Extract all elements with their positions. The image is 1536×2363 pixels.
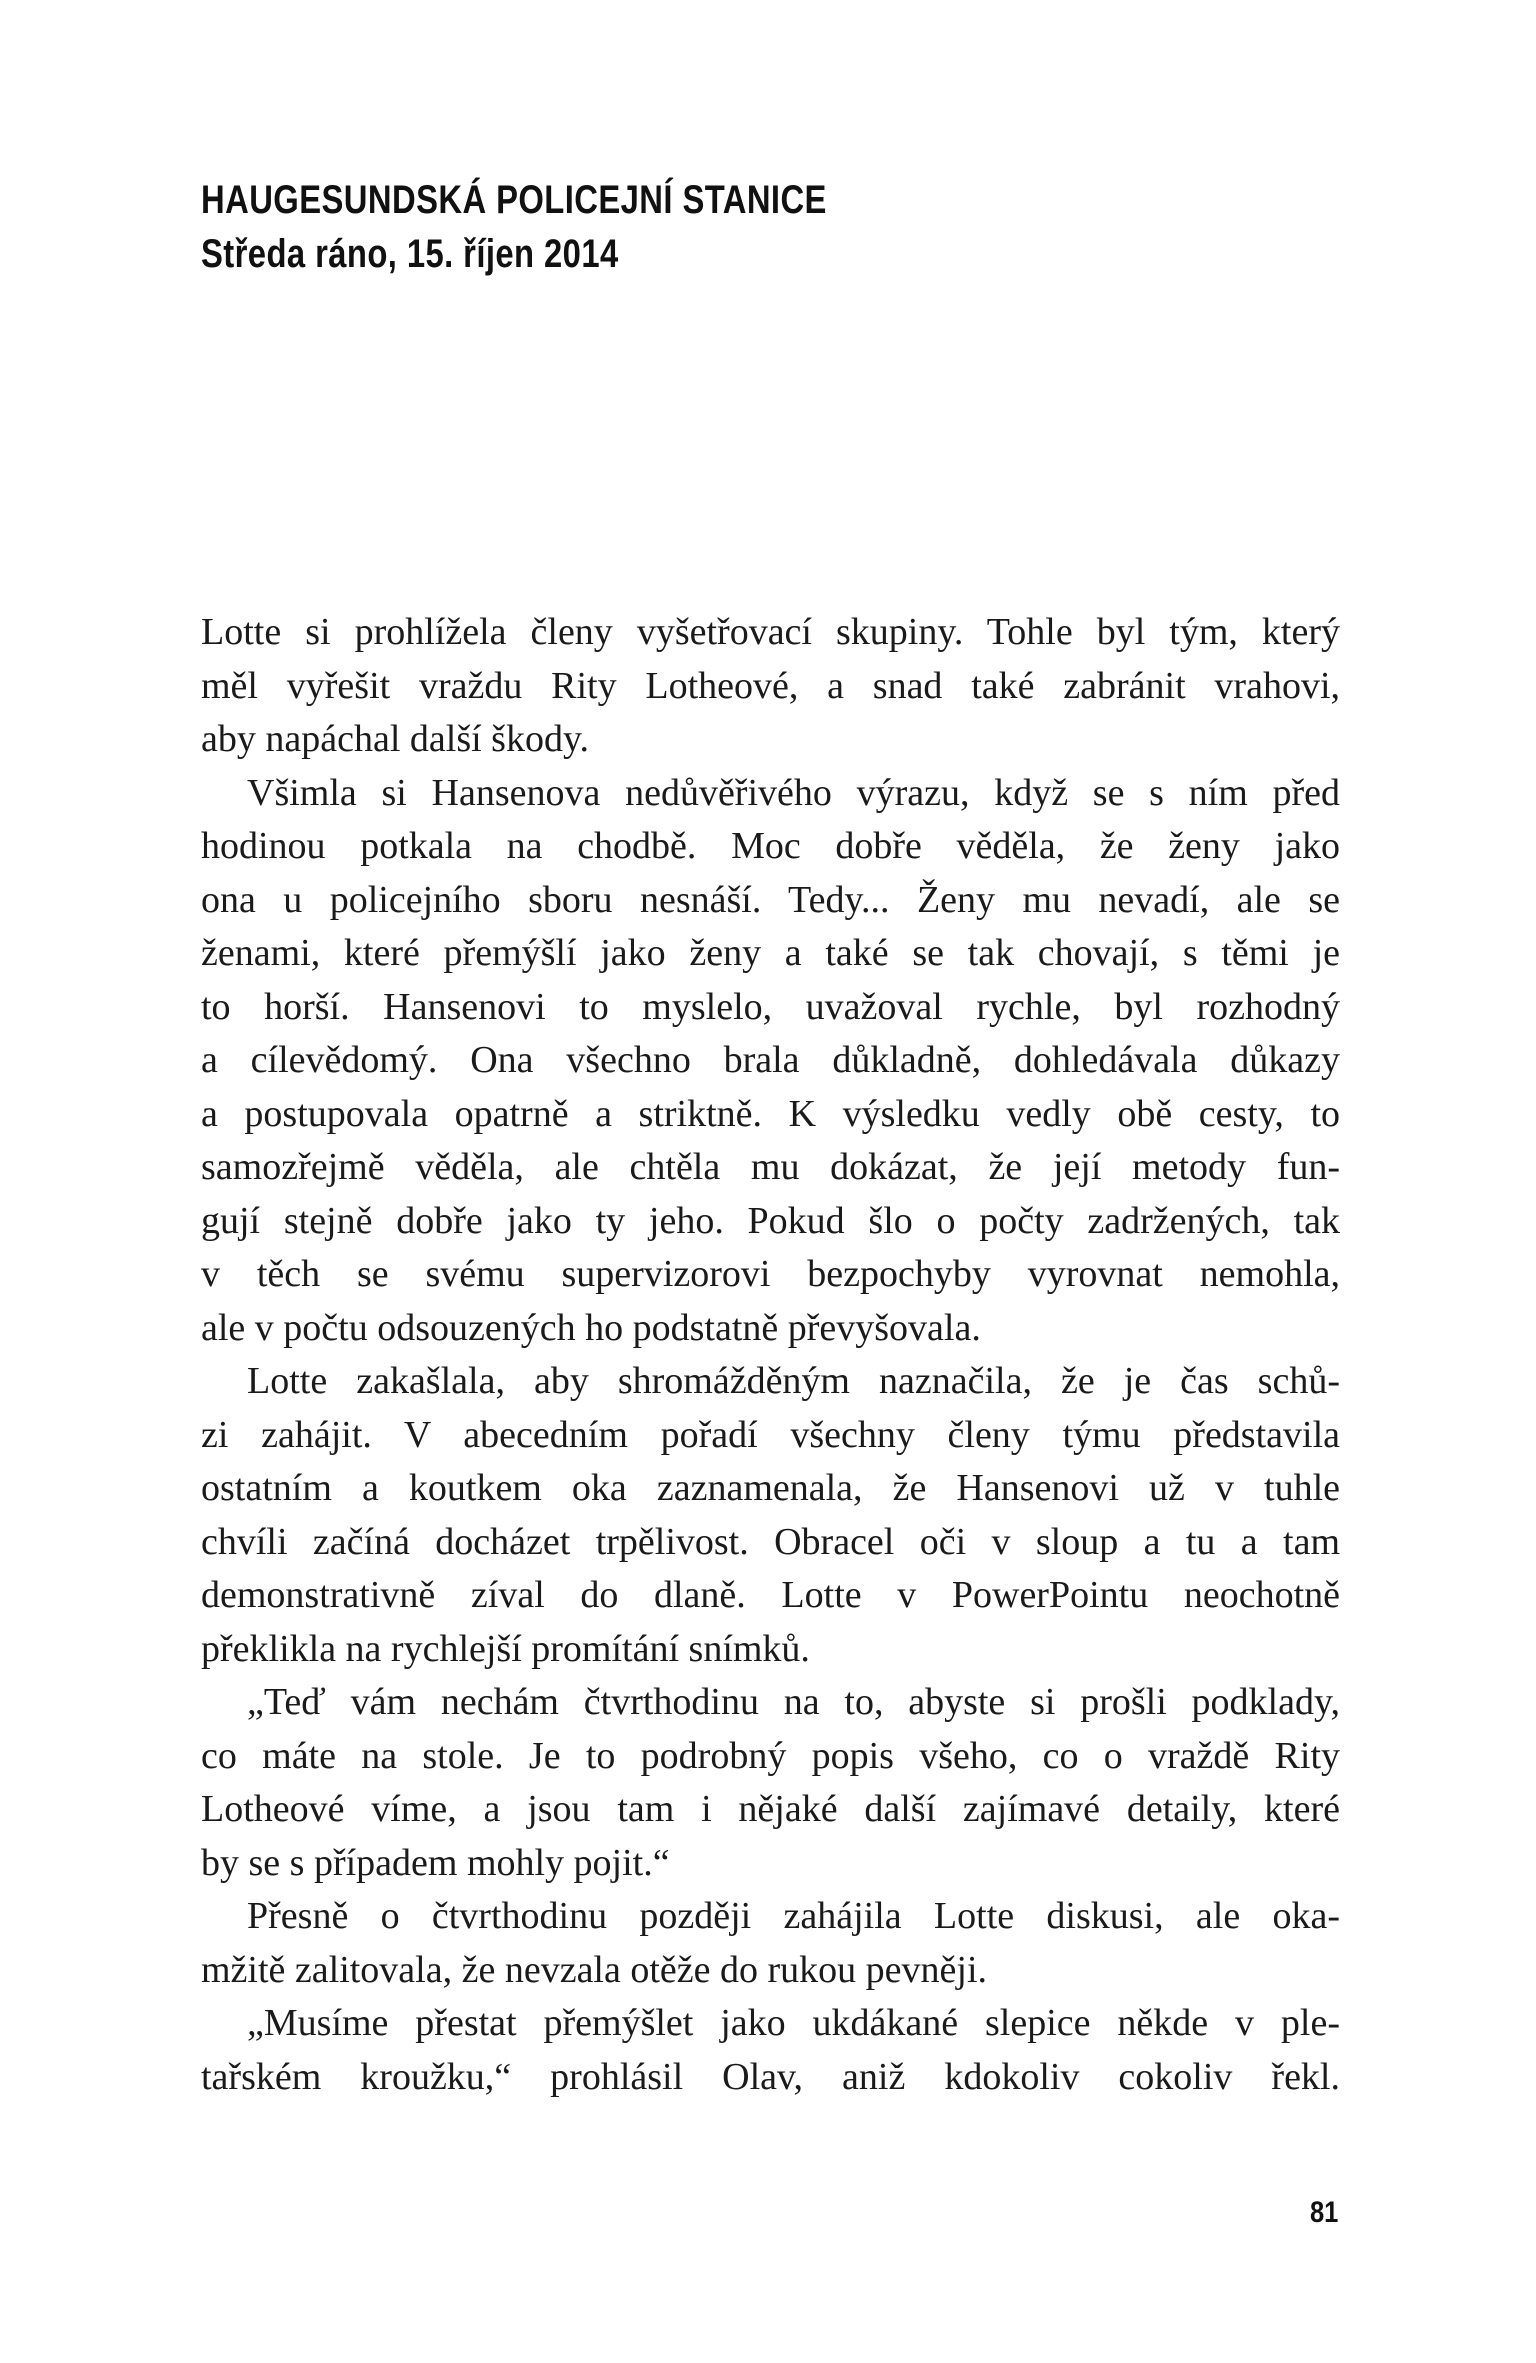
text-line: „Teď vám nechám čtvrthodinu na to, abyste si prošli podklady, bbox=[247, 1681, 1340, 1723]
page-number: 81 bbox=[1310, 2196, 1339, 2229]
text-line: aby napáchal další škody. bbox=[201, 718, 589, 760]
text-line: ostatním a koutkem oka zaznamenala, že Hansenovi už v tuhle bbox=[201, 1467, 1340, 1509]
text-line: to horší. Hansenovi to myslelo, uvažoval rychle, byl rozhodný bbox=[201, 985, 1340, 1028]
paragraph bbox=[201, 767, 1340, 1356]
text-line: Přesně o čtvrthodinu později zahájila Lotte diskusi, ale oka- bbox=[247, 1895, 1340, 1937]
text-line: tařském kroužku,“ prohlásil Olav, aniž kdokoliv cokoliv řekl. bbox=[201, 2055, 1340, 2098]
text-line: Lotte si prohlížela členy vyšetřovací skupiny. Tohle byl tým, který bbox=[201, 611, 1340, 653]
text-line: zi zahájit. V abecedním pořadí všechny členy týmu představila bbox=[201, 1413, 1340, 1456]
paragraph bbox=[201, 1676, 1340, 1890]
body-text bbox=[201, 606, 1340, 2104]
paragraph bbox=[201, 606, 1340, 767]
text-line: v těch se svému supervizorovi bezpochyby vyrovnat nemohla, bbox=[201, 1253, 1340, 1295]
text-line: a cílevědomý. Ona všechno brala důkladně, dohledávala důkazy bbox=[201, 1039, 1340, 1081]
text-line: Lotte zakašlala, aby shromážděným naznačila, že je čas schů- bbox=[247, 1360, 1340, 1402]
text-line: ženami, které přemýšlí jako ženy a také se tak chovají, s těmi je bbox=[201, 932, 1340, 974]
text-line: demonstrativně zíval do dlaně. Lotte v PowerPointu neochotně bbox=[201, 1574, 1340, 1616]
paragraph bbox=[201, 1355, 1340, 1676]
text-line: by se s případem mohly pojit.“ bbox=[201, 1841, 670, 1884]
text-line: samozřejmě věděla, ale chtěla mu dokázat, že její metody fun- bbox=[201, 1146, 1340, 1188]
text-line: „Musíme přestat přemýšlet jako ukdákané slepice někde v ple- bbox=[247, 2002, 1340, 2044]
text-line: Všimla si Hansenova nedůvěřivého výrazu, když se s ním před bbox=[247, 771, 1340, 814]
text-line: měl vyřešit vraždu Rity Lotheové, a snad také zabránit vrahovi, bbox=[201, 664, 1340, 707]
paragraph bbox=[201, 1997, 1340, 2104]
text-line: hodinou potkala na chodbě. Moc dobře věděla, že ženy jako bbox=[201, 825, 1340, 867]
text-line: ona u policejního sboru nesnáší. Tedy... Ženy mu nevadí, ale se bbox=[201, 878, 1340, 921]
paragraph bbox=[201, 1890, 1340, 1997]
text-line: mžitě zalitovala, že nevzala otěže do rukou pevněji. bbox=[201, 1948, 988, 1991]
chapter-datetime-heading: Středa ráno, 15. říjen 2014 bbox=[201, 232, 619, 276]
text-line: co máte na stole. Je to podrobný popis všeho, co o vraždě Rity bbox=[201, 1734, 1340, 1777]
text-line: gují stejně dobře jako ty jeho. Pokud šlo o počty zadržených, tak bbox=[201, 1199, 1340, 1242]
text-line: překlikla na rychlejší promítání snímků. bbox=[201, 1627, 810, 1670]
text-line: Lotheové víme, a jsou tam i nějaké další zajímavé detaily, které bbox=[201, 1788, 1340, 1830]
chapter-location-heading: HAUGESUNDSKÁ POLICEJNÍ STANICE bbox=[201, 178, 827, 222]
text-line: ale v počtu odsouzených ho podstatně převyšovala. bbox=[201, 1306, 981, 1349]
text-line: a postupovala opatrně a striktně. K výsledku vedly obě cesty, to bbox=[201, 1092, 1340, 1135]
text-line: chvíli začíná docházet trpělivost. Obracel oči v sloup a tu a tam bbox=[201, 1520, 1340, 1563]
